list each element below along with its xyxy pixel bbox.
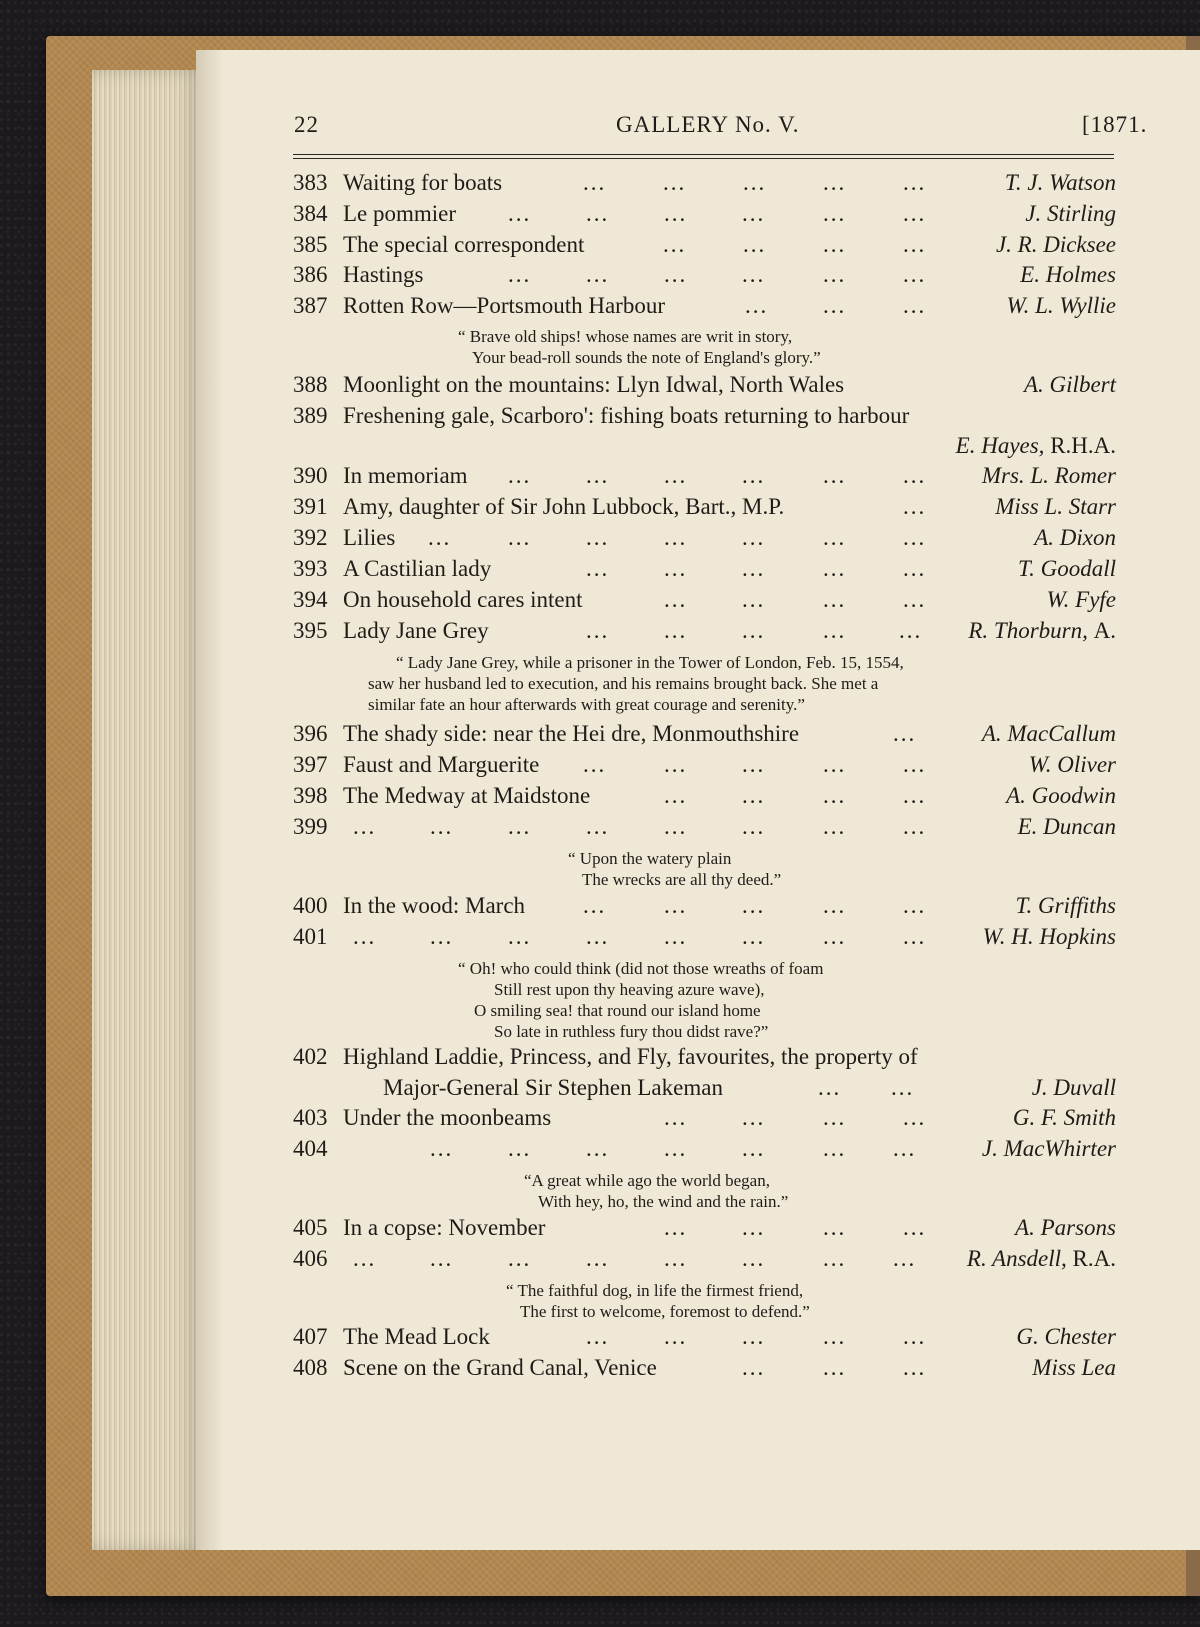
leader-dots: ... [742,783,766,808]
leader-dots: ... [903,262,927,287]
quote-line: Your bead-roll sounds the note of England's glory.” [472,348,821,367]
catalogue-entry-continuation [293,1075,1116,1105]
entry-number: 386 [293,262,328,287]
leader-dots: ... [664,924,688,949]
leader-dots: ... [903,783,927,808]
entry-number: 405 [293,1215,328,1240]
leader-dots: ... [903,232,927,257]
entry-artist: Miss Lea [1032,1355,1116,1380]
catalogue-entry [293,1105,1116,1135]
entry-number: 395 [293,618,328,643]
artist-honorific: R.H.A. [1050,433,1116,458]
entry-artist: E. Holmes [1020,262,1116,287]
entry-title: Faust and Marguerite [343,752,540,777]
leader-dots: ... [823,1324,847,1349]
entry-artist: E. Duncan [1017,814,1116,839]
leader-dots: ... [508,201,532,226]
leader-dots: ... [823,783,847,808]
leader-dots: ... [508,525,532,550]
leader-dots: ... [664,201,688,226]
header-rule-thin [293,158,1114,159]
entry-artist: G. Chester [1016,1324,1116,1349]
quote-line: similar fate an hour afterwards with great courage and serenity.” [368,695,805,714]
entry-title: Under the moonbeams [343,1105,552,1130]
entry-title: In the wood: March [343,893,526,918]
leader-dots: ... [743,170,767,195]
leader-dots: ... [903,293,927,318]
leader-dots: ... [823,232,847,257]
leader-dots: ... [823,262,847,287]
leader-dots: ... [583,893,607,918]
leader-dots: ... [823,1246,847,1271]
entry-artist: J. Duvall [1031,1075,1116,1100]
quote-line: So late in ruthless fury thou didst rave?” [494,1022,769,1041]
entry-artist: A. Parsons [1015,1215,1116,1240]
entry-quotation [458,326,821,368]
leader-dots: ... [745,293,769,318]
leader-dots: ... [664,814,688,839]
catalogue-entry [293,1215,1116,1245]
leader-dots: ... [664,752,688,777]
leader-dots: ... [823,1136,847,1161]
catalogue-entry [293,1136,1116,1166]
leader-dots: ... [903,924,927,949]
entry-number: 387 [293,293,328,318]
catalogue-entry [293,893,1116,923]
entry-title: The Mead Lock [343,1324,490,1349]
entry-artist [956,433,1116,459]
leader-dots: ... [903,556,927,581]
leader-dots: ... [586,556,610,581]
entry-number: 406 [293,1246,328,1271]
leader-dots: ... [586,924,610,949]
page-number: 22 [294,112,319,137]
leader-dots: ... [664,1324,688,1349]
leader-dots: ... [742,618,766,643]
entry-artist: J. Stirling [1025,201,1116,226]
leader-dots: ... [823,814,847,839]
entry-title: On household cares intent [343,587,583,612]
leader-dots: ... [742,463,766,488]
catalogue-entry [293,587,1116,617]
page-edges [92,70,202,1550]
leader-dots: ... [353,814,377,839]
leader-dots: ... [743,232,767,257]
entry-title: The Medway at Maidstone [343,783,591,808]
leader-dots: ... [823,463,847,488]
entry-number: 396 [293,721,328,746]
leader-dots: ... [903,587,927,612]
leader-dots: ... [823,924,847,949]
entry-number: 383 [293,170,328,195]
leader-dots: ... [586,1136,610,1161]
leader-dots: ... [823,1355,847,1380]
entry-artist: W. Fyfe [1046,587,1116,612]
catalogue-entry [293,463,1116,493]
page-content [196,50,1200,1550]
quote-line: “ Lady Jane Grey, while a prisoner in the Tower of London, Feb. 15, 1554, [396,653,904,672]
leader-dots: ... [664,893,688,918]
leader-dots: ... [823,893,847,918]
entry-quotation [524,1170,788,1212]
entry-number: 400 [293,893,328,918]
leader-dots: ... [508,463,532,488]
catalogue-entry [293,752,1116,782]
entry-artist: W. L. Wyllie [1006,293,1116,318]
leader-dots: ... [586,1246,610,1271]
catalogue-entry [293,1355,1116,1385]
artist-name: R. Thorburn, [968,618,1088,643]
leader-dots: ... [586,525,610,550]
leader-dots: ... [823,525,847,550]
leader-dots: ... [742,556,766,581]
leader-dots: ... [508,814,532,839]
leader-dots: ... [430,1246,454,1271]
leader-dots: ... [663,232,687,257]
catalogue-entry [293,1324,1116,1354]
entry-number: 384 [293,201,328,226]
entry-title: Hastings [343,262,424,287]
leader-dots: ... [664,1105,688,1130]
catalogue-entry [293,494,1116,524]
catalogue-entry [293,1246,1116,1276]
entry-title-continued: Major-General Sir Stephen Lakeman [383,1075,723,1100]
leader-dots: ... [586,201,610,226]
catalogue-entry [293,556,1116,586]
catalogue-entry [293,232,1116,262]
catalogue-entry [293,814,1116,844]
leader-dots: ... [586,262,610,287]
entry-number: 401 [293,924,328,949]
leader-dots: ... [903,893,927,918]
quote-line: The wrecks are all thy deed.” [582,870,782,889]
entry-quotation [458,958,823,1042]
leader-dots: ... [664,525,688,550]
catalogue-entry-continuation [293,433,1116,463]
leader-dots: ... [664,1215,688,1240]
leader-dots: ... [823,618,847,643]
entry-number: 397 [293,752,328,777]
entry-number: 403 [293,1105,328,1130]
entry-artist [968,618,1116,644]
leader-dots: ... [823,201,847,226]
catalogue-entry [293,403,1116,433]
entry-title: A Castilian lady [343,556,492,581]
leader-dots: ... [663,170,687,195]
leader-dots: ... [508,1246,532,1271]
book-page [196,50,1200,1550]
quote-line: “ The faithful dog, in life the firmest friend, [506,1281,804,1300]
quote-line: saw her husband led to execution, and his remains brought back. She met a [368,674,879,693]
leader-dots: ... [428,525,452,550]
leader-dots: ... [664,1246,688,1271]
entry-quotation [368,652,904,715]
leader-dots: ... [742,1246,766,1271]
leader-dots: ... [664,618,688,643]
leader-dots: ... [823,752,847,777]
leader-dots: ... [583,170,607,195]
entry-number: 404 [293,1136,328,1161]
leader-dots: ... [903,1105,927,1130]
leader-dots: ... [891,1075,915,1100]
catalogue-entry [293,372,1116,402]
leader-dots: ... [903,463,927,488]
entry-number: 399 [293,814,328,839]
leader-dots: ... [508,262,532,287]
leader-dots: ... [664,262,688,287]
entry-number: 389 [293,403,328,428]
catalogue-entry [293,1044,1116,1074]
leader-dots: ... [742,1215,766,1240]
quote-line: “A great while ago the world began, [524,1171,770,1190]
entry-artist: J. R. Dicksee [995,232,1116,257]
entry-title: Freshening gale, Scarboro': fishing boats returning to harbour [343,403,910,428]
leader-dots: ... [893,1136,917,1161]
leader-dots: ... [586,618,610,643]
leader-dots: ... [742,924,766,949]
entry-number: 388 [293,372,328,397]
leader-dots: ... [508,924,532,949]
leader-dots: ... [903,1355,927,1380]
catalogue-entry [293,924,1116,954]
quote-line: “ Brave old ships! whose names are writ in story, [458,327,793,346]
leader-dots: ... [742,752,766,777]
entry-number: 407 [293,1324,328,1349]
entry-title: Waiting for boats [343,170,503,195]
leader-dots: ... [823,1105,847,1130]
leader-dots: ... [899,618,923,643]
leader-dots: ... [903,814,927,839]
entry-title: Scene on the Grand Canal, Venice [343,1355,657,1380]
entry-artist: A. MacCallum [981,721,1116,746]
entry-title: The special correspondent [343,232,585,257]
entry-quotation [568,848,781,890]
leader-dots: ... [742,814,766,839]
quote-line: Still rest upon thy heaving azure wave), [494,980,765,999]
leader-dots: ... [823,587,847,612]
entry-number: 393 [293,556,328,581]
entry-number: 394 [293,587,328,612]
catalogue-entry [293,525,1116,555]
entry-number: 402 [293,1044,328,1069]
quote-line: “ Oh! who could think (did not those wreaths of foam [458,959,824,978]
artist-honorific: A. [1093,618,1116,643]
leader-dots: ... [664,783,688,808]
leader-dots: ... [430,814,454,839]
leader-dots: ... [664,556,688,581]
leader-dots: ... [893,721,917,746]
quote-line: The first to welcome, foremost to defend.” [520,1302,810,1321]
entry-title: Highland Laddie, Princess, and Fly, favourites, the property of [343,1044,918,1069]
entry-quotation [506,1280,810,1322]
entry-artist: A. Gilbert [1024,372,1116,397]
entry-number: 391 [293,494,328,519]
entry-artist: W. Oliver [1028,752,1116,777]
entry-title: Lady Jane Grey [343,618,489,643]
leader-dots: ... [583,752,607,777]
leader-dots: ... [823,556,847,581]
leader-dots: ... [664,587,688,612]
entry-artist: Mrs. L. Romer [981,463,1116,488]
quote-line: “ Upon the watery plain [568,849,732,868]
leader-dots: ... [353,924,377,949]
leader-dots: ... [823,293,847,318]
entry-number: 385 [293,232,328,257]
leader-dots: ... [353,1246,377,1271]
entry-title: Amy, daughter of Sir John Lubbock, Bart., M.P. [343,494,785,519]
artist-name: R. Ansdell, [966,1246,1067,1271]
catalogue-entry [293,170,1116,200]
quote-line: O smiling sea! that round our island home [474,1001,761,1020]
leader-dots: ... [430,1136,454,1161]
header-rule [293,154,1114,155]
entry-title: In a copse: November [343,1215,546,1240]
entry-artist: J. MacWhirter [981,1136,1116,1161]
entry-artist: T. J. Watson [1004,170,1116,195]
leader-dots: ... [893,1246,917,1271]
leader-dots: ... [742,1105,766,1130]
running-header [196,112,1200,142]
leader-dots: ... [903,752,927,777]
leader-dots: ... [586,463,610,488]
catalogue-entry [293,201,1116,231]
entry-number: 390 [293,463,328,488]
leader-dots: ... [742,262,766,287]
entry-title: In memoriam [343,463,468,488]
artist-honorific: R.A. [1072,1246,1116,1271]
entry-title: Le pommier [343,201,457,226]
entry-title: Lilies [343,525,396,550]
entry-number: 408 [293,1355,328,1380]
entry-title: Rotten Row—Portsmouth Harbour [343,293,665,318]
gallery-title: GALLERY No. V. [616,112,800,137]
entry-number: 392 [293,525,328,550]
entry-artist: A. Dixon [1034,525,1116,550]
leader-dots: ... [742,1324,766,1349]
leader-dots: ... [430,924,454,949]
leader-dots: ... [903,170,927,195]
leader-dots: ... [664,1136,688,1161]
leader-dots: ... [823,1215,847,1240]
leader-dots: ... [742,1136,766,1161]
entry-title: The shady side: near the Hei dre, Monmouthshire [343,721,800,746]
leader-dots: ... [903,201,927,226]
catalogue-year: [1871. [1082,112,1148,137]
leader-dots: ... [586,1324,610,1349]
leader-dots: ... [742,1355,766,1380]
leader-dots: ... [742,525,766,550]
catalogue-entry [293,618,1116,648]
catalogue-entry [293,262,1116,292]
catalogue-entry [293,783,1116,813]
entry-artist: Miss L. Starr [995,494,1116,519]
quote-line: With hey, ho, the wind and the rain.” [538,1192,789,1211]
leader-dots: ... [586,814,610,839]
leader-dots: ... [903,494,927,519]
artist-name: E. Hayes, [955,433,1045,458]
leader-dots: ... [903,525,927,550]
entry-title: Moonlight on the mountains: Llyn Idwal, North Wales [343,372,845,397]
leader-dots: ... [818,1075,842,1100]
leader-dots: ... [823,170,847,195]
leader-dots: ... [903,1215,927,1240]
leader-dots: ... [508,1136,532,1161]
entry-artist: T. Griffiths [1015,893,1116,918]
entry-artist: T. Goodall [1018,556,1116,581]
leader-dots: ... [742,201,766,226]
leader-dots: ... [664,463,688,488]
entry-artist: W. H. Hopkins [982,924,1116,949]
entry-number: 398 [293,783,328,808]
entry-artist [967,1246,1116,1272]
leader-dots: ... [903,1324,927,1349]
catalogue-entry [293,293,1116,323]
leader-dots: ... [742,587,766,612]
entry-artist: G. F. Smith [1012,1105,1116,1130]
entry-artist: A. Goodwin [1006,783,1116,808]
catalogue-entry [293,721,1116,751]
leader-dots: ... [742,893,766,918]
